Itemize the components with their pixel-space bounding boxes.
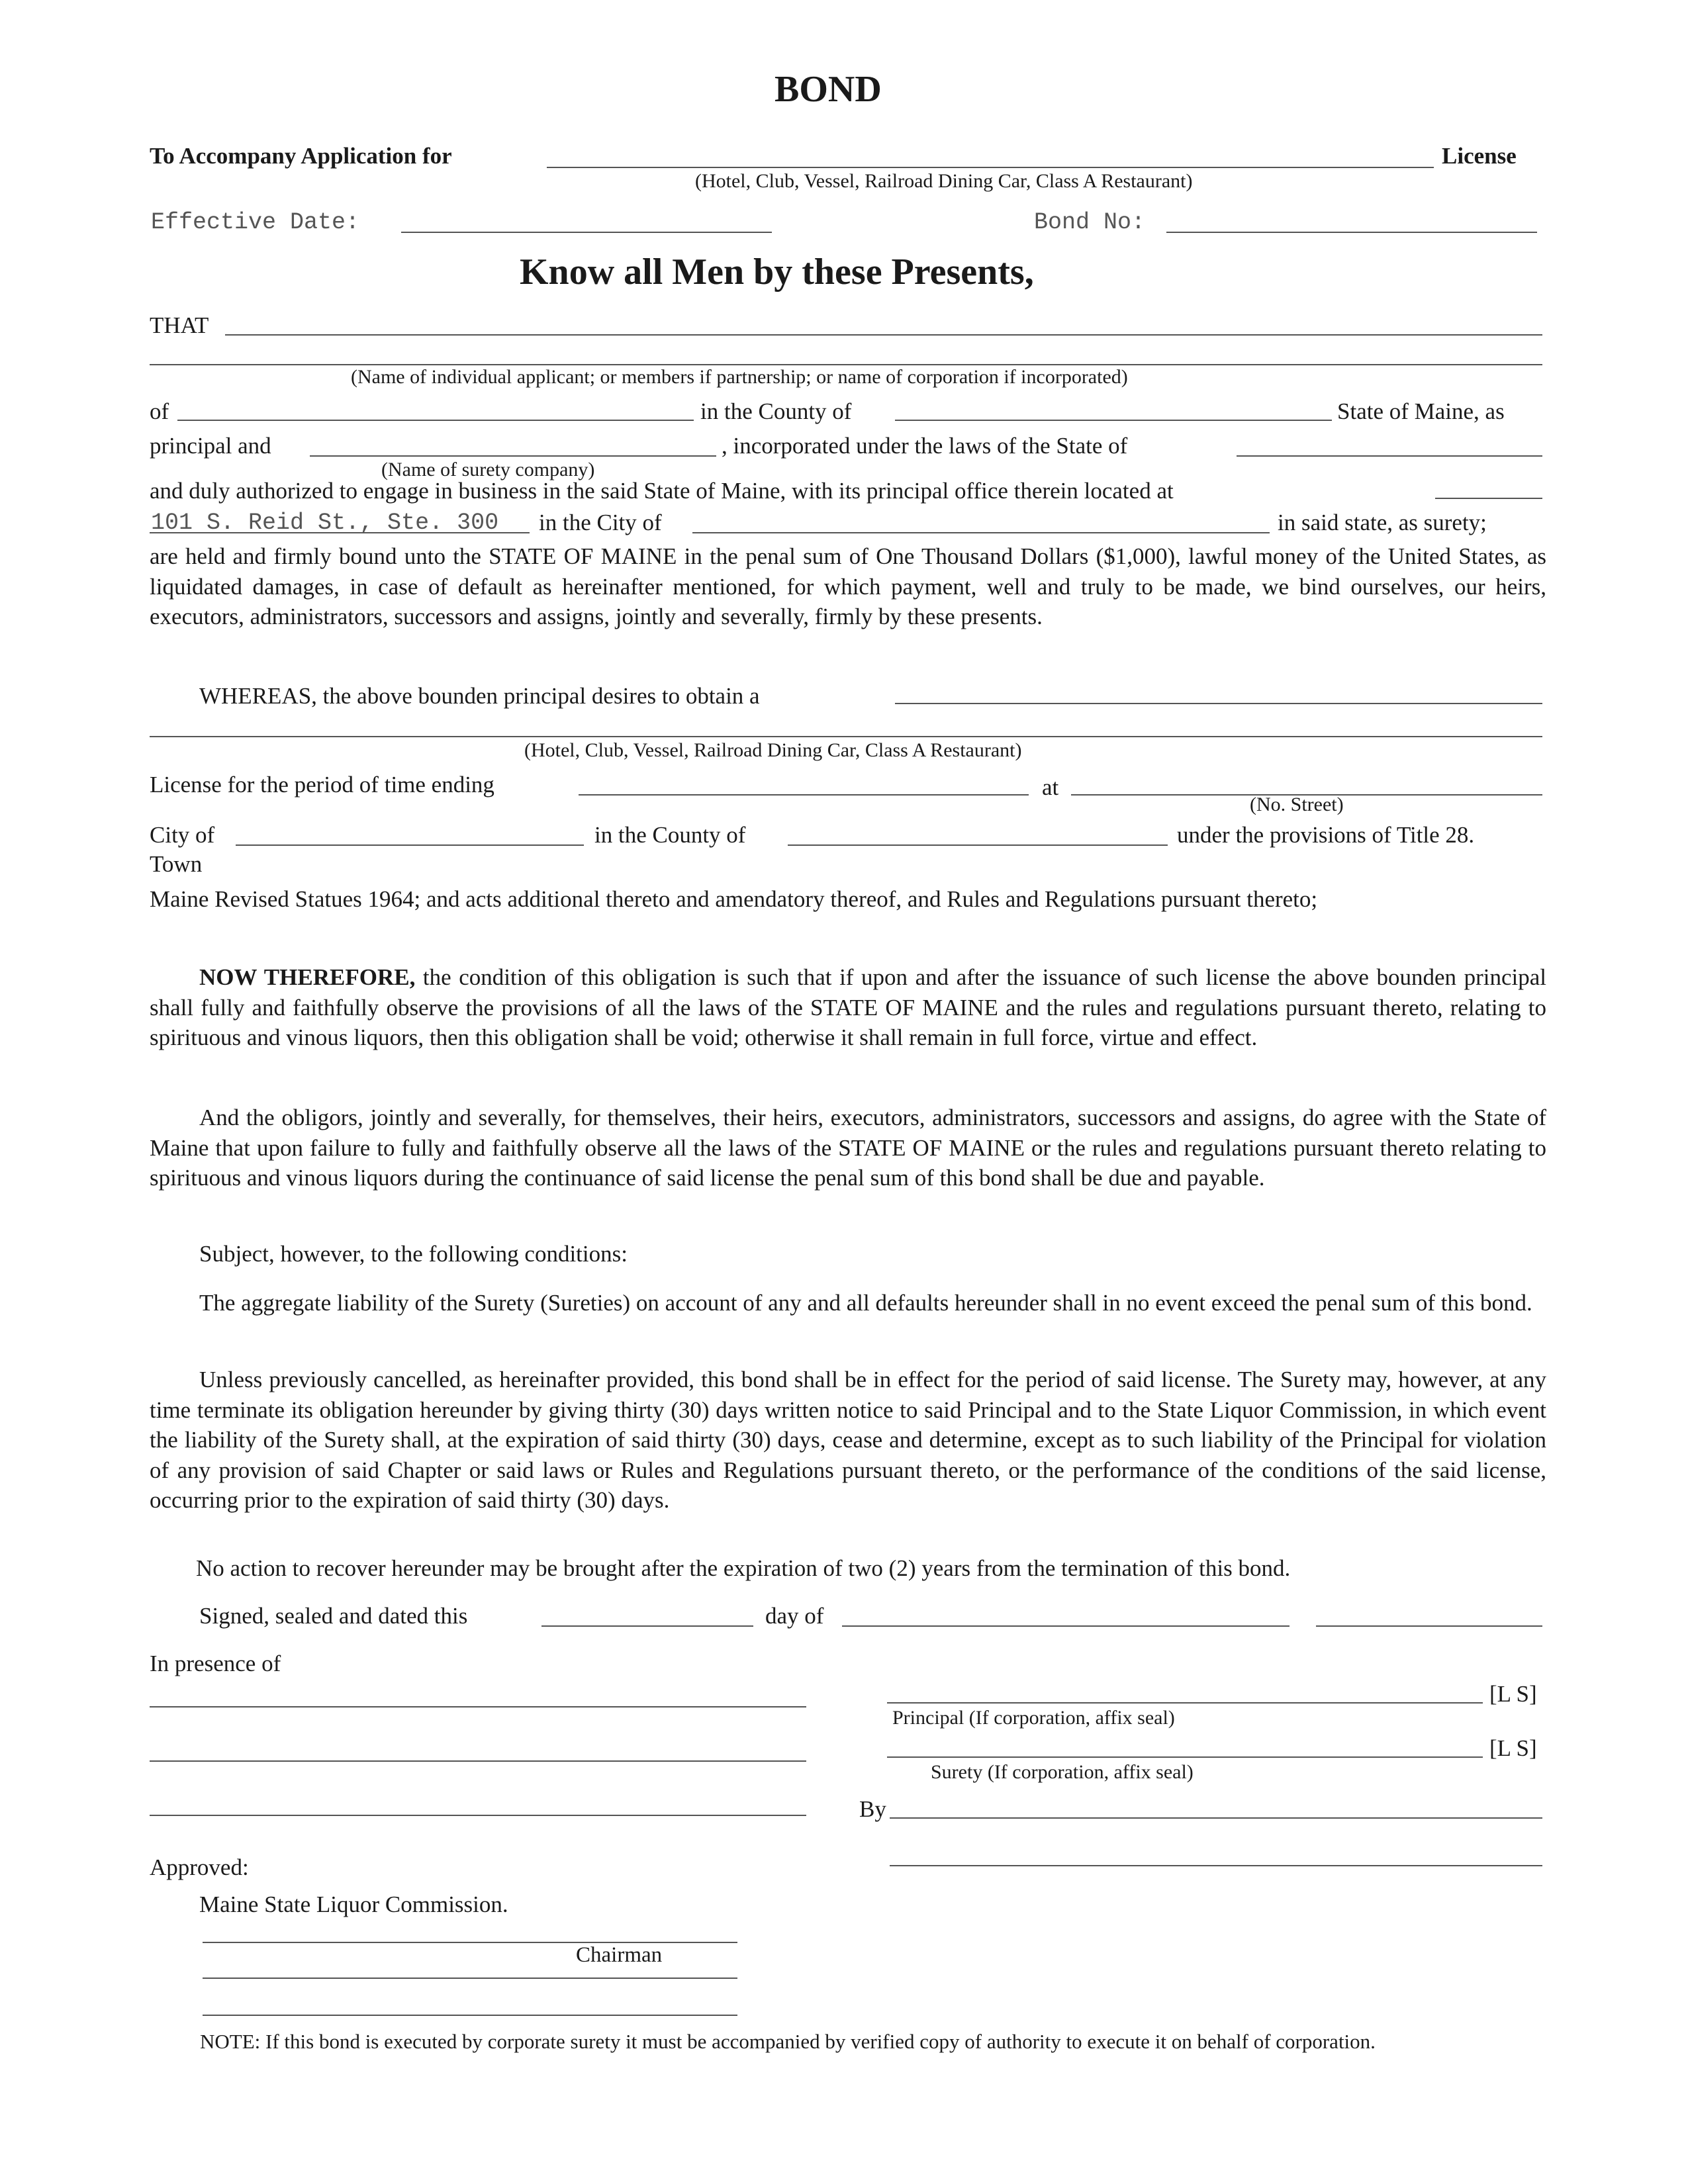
that-label: THAT xyxy=(150,312,209,338)
whereas-text: WHEREAS, the above bounden principal desires to obtain a xyxy=(199,683,760,709)
license-class-field[interactable] xyxy=(895,703,1542,704)
commissioner-line-2[interactable] xyxy=(203,2015,737,2016)
aggregate-paragraph: The aggregate liability of the Surety (Sureties) on account of any and all defaults hereunder shall in no event exceed the penal sum of this bond. xyxy=(199,1290,1532,1316)
bond-no-field[interactable] xyxy=(1166,232,1537,233)
office-address-value[interactable]: 101 S. Reid St., Ste. 300 xyxy=(151,510,499,536)
license-type-field[interactable] xyxy=(547,167,1434,168)
signed-year-field[interactable] xyxy=(1316,1625,1542,1627)
town-label: Town xyxy=(150,851,203,877)
signed-day-field[interactable] xyxy=(541,1625,753,1627)
incorporated-label: , incorporated under the laws of the State of xyxy=(722,433,1128,459)
effective-date-label: Effective Date: xyxy=(151,209,360,236)
of-label: of xyxy=(150,398,169,424)
witness-line-2[interactable] xyxy=(150,1760,806,1762)
in-presence-label: In presence of xyxy=(150,1651,281,1676)
period-ending-field[interactable] xyxy=(579,794,1029,796)
chairman-label: Chairman xyxy=(576,1943,663,1967)
title-28-label: under the provisions of Title 28. xyxy=(1177,822,1475,848)
by-label: By xyxy=(859,1796,886,1822)
effective-date-field[interactable] xyxy=(401,232,772,233)
license-types-caption: (Hotel, Club, Vessel, Railroad Dining Car, Class A Restaurant) xyxy=(695,170,1193,192)
principal-ls-label: [L S] xyxy=(1489,1681,1537,1707)
principal-label: principal and xyxy=(150,433,271,459)
county-of-label: in the County of xyxy=(594,822,746,848)
city-town-field[interactable] xyxy=(236,844,584,846)
office-address-field[interactable] xyxy=(150,532,530,533)
signed-label: Signed, sealed and dated this xyxy=(199,1603,468,1629)
no-action-text: No action to recover hereunder may be brought after the expiration of two (2) years from the termination of this bond. xyxy=(196,1555,1291,1581)
accompany-label: To Accompany Application for xyxy=(150,143,452,169)
surety-ls-label: [L S] xyxy=(1489,1735,1537,1761)
county-field[interactable] xyxy=(895,420,1332,421)
witness-line-1[interactable] xyxy=(150,1706,806,1707)
in-county-label: in the County of xyxy=(700,398,852,424)
bound-paragraph: are held and firmly bound unto the STATE OF MAINE in the penal sum of One Thousand Dollars ($1,000), lawful money of the United States, as liquidated damages, in case of default as hereinafter mentioned, for which payment, well and truly to be made, we bind ourselves, our heirs, executors, administrators, successors and assigns, jointly and severally, firmly by these presents. xyxy=(150,543,1546,629)
page-title: BOND xyxy=(774,69,882,110)
know-all-men-heading: Know all Men by these Presents, xyxy=(520,251,1034,293)
whereas-license-types-caption: (Hotel, Club, Vessel, Railroad Dining Car, Class A Restaurant) xyxy=(524,739,1022,761)
city-of-label: in the City of xyxy=(539,510,662,535)
street-caption: (No. Street) xyxy=(1250,794,1344,815)
surety-company-caption: (Name of surety company) xyxy=(381,459,595,480)
address-field[interactable] xyxy=(177,420,694,421)
surety-company-field[interactable] xyxy=(310,455,716,457)
bond-no-label: Bond No: xyxy=(1034,209,1146,236)
signed-month-field[interactable] xyxy=(842,1625,1289,1627)
principal-caption: Principal (If corporation, affix seal) xyxy=(892,1707,1175,1729)
applicant-name-field[interactable] xyxy=(225,334,1542,336)
license-label: License xyxy=(1442,143,1517,169)
statutes-paragraph: Maine Revised Statues 1964; and acts additional thereto and amendatory thereof, and Rules and Regulations pursuant thereto; xyxy=(150,886,1318,912)
now-therefore-paragraph xyxy=(150,962,1546,1053)
commissioner-line-1[interactable] xyxy=(203,1978,737,1979)
office-city-field[interactable] xyxy=(692,532,1270,533)
surety-caption: Surety (If corporation, affix seal) xyxy=(931,1761,1194,1783)
surety-signature-field[interactable] xyxy=(887,1756,1483,1758)
incorporation-state-field[interactable] xyxy=(1237,455,1542,457)
principal-signature-field[interactable] xyxy=(887,1702,1483,1704)
authorized-text: and duly authorized to engage in business in the said State of Maine, with its principal office therein located at xyxy=(150,478,1174,504)
by-signature-field[interactable] xyxy=(890,1817,1542,1819)
cancel-paragraph: Unless previously cancelled, as hereinafter provided, this bond shall be in effect for the period of said license. The Surety may, however, at any time terminate its obligation hereunder by giving thirty (30) days written notice to said Principal and to the State Liquor Commission, in which event the liability of the Surety shall, at the expiration of said thirty (30) days, cease and determine, except as to such liability of the Principal for violation of any provision of said Chapter or said laws or Rules and Regulations pursuant thereto, or the performance of the conditions of the said license, occurring prior to the expiration of said thirty (30) days. xyxy=(150,1367,1546,1513)
note-paragraph: NOTE: If this bond is executed by corporate surety it must be accompanied by verified copy of authority to execute it on behalf of corporation. xyxy=(200,2030,1376,2053)
day-of-label: day of xyxy=(765,1603,824,1629)
now-therefore-text: the condition of this obligation is such that if upon and after the issuance of such license the above bounden principal shall fully and faithfully observe the provisions of all the laws of the STATE OF MAINE and the rules and regulations pursuant thereto, relating to spirituous and vinous liquors, then this obligation shall be void; otherwise it shall remain in full force, virtue and effect. xyxy=(150,964,1547,1050)
office-location-field[interactable] xyxy=(1435,498,1542,499)
by-title-field[interactable] xyxy=(890,1865,1542,1866)
obligors-paragraph: And the obligors, jointly and severally, for themselves, their heirs, executors, administrators, successors and assigns, do agree with the State of Maine that upon failure to fully and faithfully observe all the laws of the STATE OF MAINE or the rules and regulations pursuant thereto relating to spirituous and vinous liquors during the continuance of said license the penal sum of this bond shall be due and payable. xyxy=(150,1105,1546,1191)
period-label: License for the period of time ending xyxy=(150,772,494,797)
subject-paragraph: Subject, however, to the following conditions: xyxy=(199,1241,628,1267)
state-of-maine-label: State of Maine, as xyxy=(1337,398,1505,424)
commission-name: Maine State Liquor Commission. xyxy=(199,1891,508,1917)
as-surety-label: in said state, as surety; xyxy=(1278,510,1487,535)
city-label: City of xyxy=(150,822,215,848)
approved-label: Approved: xyxy=(150,1854,249,1880)
license-class-field-2[interactable] xyxy=(150,736,1542,737)
at-label: at xyxy=(1042,774,1059,800)
applicant-caption: (Name of individual applicant; or members if partnership; or name of corporation if incorporated) xyxy=(351,366,1128,388)
license-county-field[interactable] xyxy=(788,844,1168,846)
now-therefore-lead: NOW THEREFORE, xyxy=(199,964,416,990)
witness-line-3[interactable] xyxy=(150,1815,806,1816)
